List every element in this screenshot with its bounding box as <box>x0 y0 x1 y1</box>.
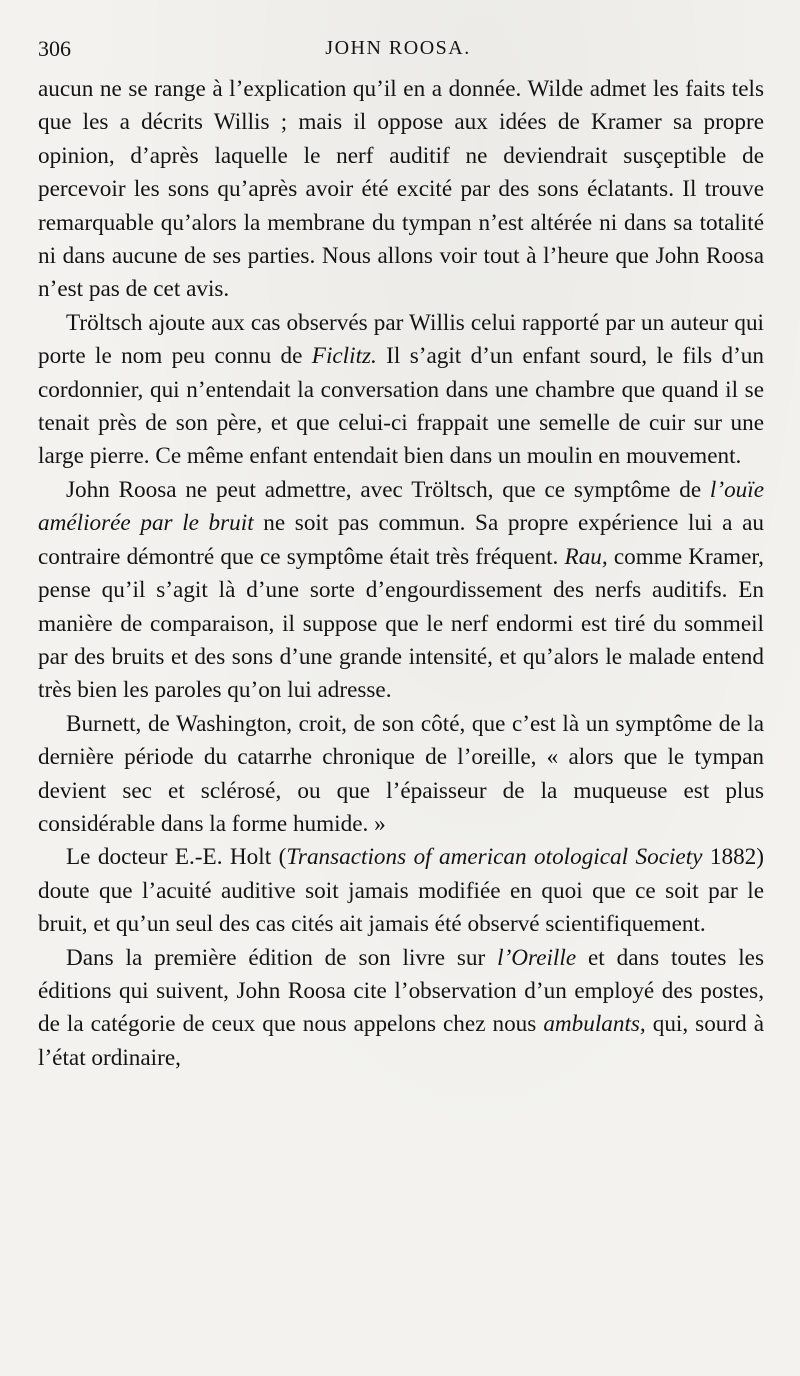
body-text <box>38 73 764 1075</box>
text-run: Il s’agit d’un enfant sourd, le fils d’un cordonnier, qui n’entendait la conversation dans une chambre que quand il se tenait près de son père, et que celui-ci frappait une semelle de cuir sur une large pierre. Ce même enfant entendait bien dans un moulin en mouvement. <box>38 343 764 470</box>
paragraph-6 <box>38 942 764 1076</box>
text-run: 1882) doute que l’acuité auditive soit jamais modifiée en quoi que ce soit par le bruit, et qu’un seul des cas cités ait jamais été observé scientifiquement. <box>38 844 764 938</box>
page-number: 306 <box>38 36 71 61</box>
paragraph-5 <box>38 841 764 941</box>
text-run: ne soit pas commun. Sa propre expérience lui a au contraire démontré que ce symptôme était très fréquent. <box>38 510 764 570</box>
italic-text-run: l’Oreille <box>497 944 577 971</box>
paragraph-4 <box>38 708 764 842</box>
text-run: aucun ne se range à l’explication qu’il en a donnée. Wilde admet les faits tels que les a décrits Willis ; mais il oppose aux idées de Kramer sa propre opinion, d’après laquelle le nerf auditif ne deviendrait susçeptible de percevoir les sons qu’après avoir été excité par des sons éclatants. Il trouve remarquable qu’alors la membrane du tympan n’est altérée ni dans sa totalité ni dans aucune de ses parties. Nous allons voir tout à l’heure que John Roosa n’est pas de cet avis. <box>38 76 764 303</box>
text-run: qui, sourd à l’état ordinaire, <box>38 1011 765 1071</box>
text-run: Burnett, de Washington, croit, de son côté, que c’est là un symptôme de la dernière période du catarrhe chronique de l’oreille, « alors que le tympan devient sec et sclérosé, ou que l’épaisseur de la muqueuse est plus considérable dans la forme humide. » <box>38 710 764 837</box>
italic-text-run: Transactions of american otological Society <box>286 844 703 871</box>
text-run: Dans la première édition de son livre sur <box>66 944 498 971</box>
paragraph-1 <box>38 73 764 307</box>
italic-text-run: ambulants, <box>543 1011 646 1038</box>
text-run: John Roosa ne peut admettre, avec Tröltsch, que ce symptôme de <box>66 476 710 503</box>
text-run: et dans toutes les éditions qui suivent, John Roosa cite l’observation d’un employé des postes, de la catégorie de ceux que nous appelons chez nous <box>38 944 764 1038</box>
text-run: comme Kramer, pense qu’il s’agit là d’une sorte d’engourdissement des nerfs auditifs. En manière de comparaison, il suppose que le nerf endormi est tiré du sommeil par des bruits et des sons d’une grande intensité, et qu’alors le malade entend très bien les paroles qu’on lui adresse. <box>38 543 764 704</box>
page-header <box>38 36 758 70</box>
italic-text-run: Rau, <box>564 543 608 570</box>
running-head: JOHN ROOSA. <box>325 37 471 59</box>
paragraph-3 <box>38 474 764 708</box>
paragraph-2 <box>38 307 764 474</box>
text-run: Tröltsch ajoute aux cas observés par Willis celui rapporté par un auteur qui porte le nom peu connu de <box>38 309 764 370</box>
italic-text-run: Ficlitz. <box>311 343 377 370</box>
text-run: Le docteur E.-E. Holt ( <box>66 844 287 871</box>
italic-text-run: l’ouïe améliorée par le bruit <box>38 476 764 537</box>
